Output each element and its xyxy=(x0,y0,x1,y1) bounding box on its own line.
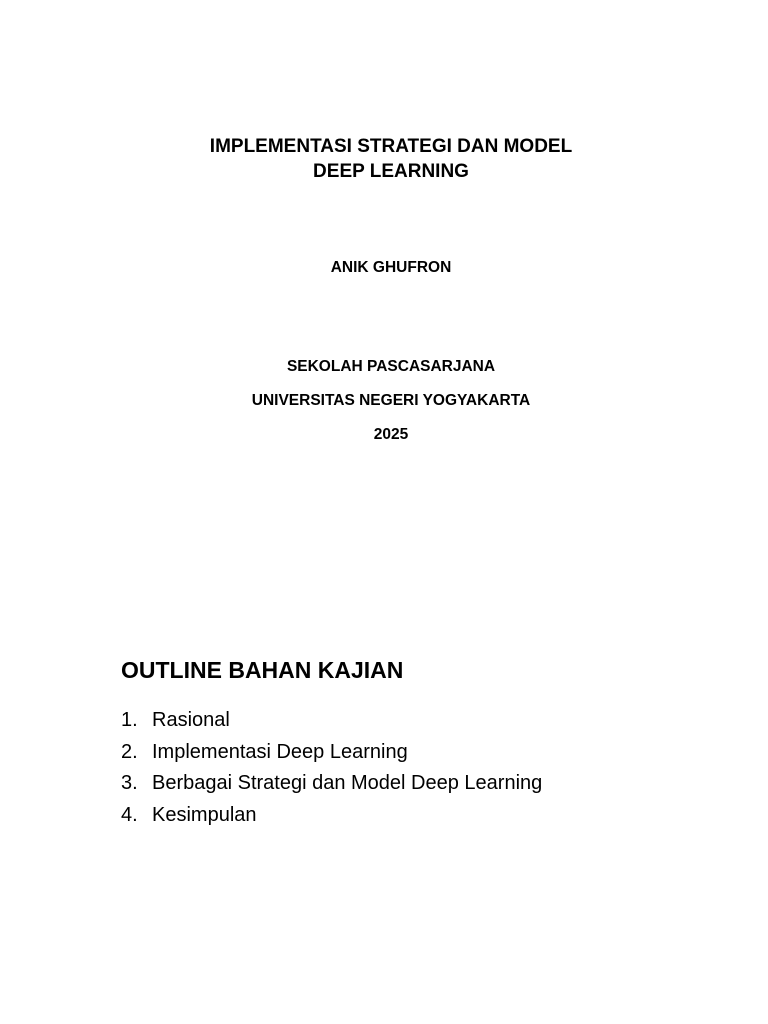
author-name: ANIK GHUFRON xyxy=(330,259,452,276)
list-item-label: Implementasi Deep Learning xyxy=(152,740,408,763)
list-item-number: 4. xyxy=(121,803,138,826)
list-item-number: 3. xyxy=(121,772,138,794)
outline-heading: OUTLINE BAHAN KAJIAN xyxy=(121,657,404,683)
list-item xyxy=(121,801,542,833)
list-item-label: Berbagai Strategi dan Model Deep Learning xyxy=(152,772,543,794)
school-name: SEKOLAH PASCASARJANA xyxy=(286,358,496,375)
list-item xyxy=(121,738,542,770)
list-item-label: Kesimpulan xyxy=(152,803,257,826)
list-item xyxy=(121,706,542,738)
title-line-2: DEEP LEARNING xyxy=(313,161,469,182)
title-line-1: IMPLEMENTASI STRATEGI DAN MODEL xyxy=(209,136,573,157)
document-title xyxy=(0,134,768,184)
list-item-number: 1. xyxy=(121,709,138,731)
list-item-label: Rasional xyxy=(152,709,230,731)
university-name: UNIVERSITAS NEGERI YOGYAKARTA xyxy=(251,392,531,409)
list-item-number: 2. xyxy=(121,740,138,763)
publication-year: 2025 xyxy=(373,426,409,443)
outline-list xyxy=(121,706,542,832)
list-item xyxy=(121,769,542,801)
